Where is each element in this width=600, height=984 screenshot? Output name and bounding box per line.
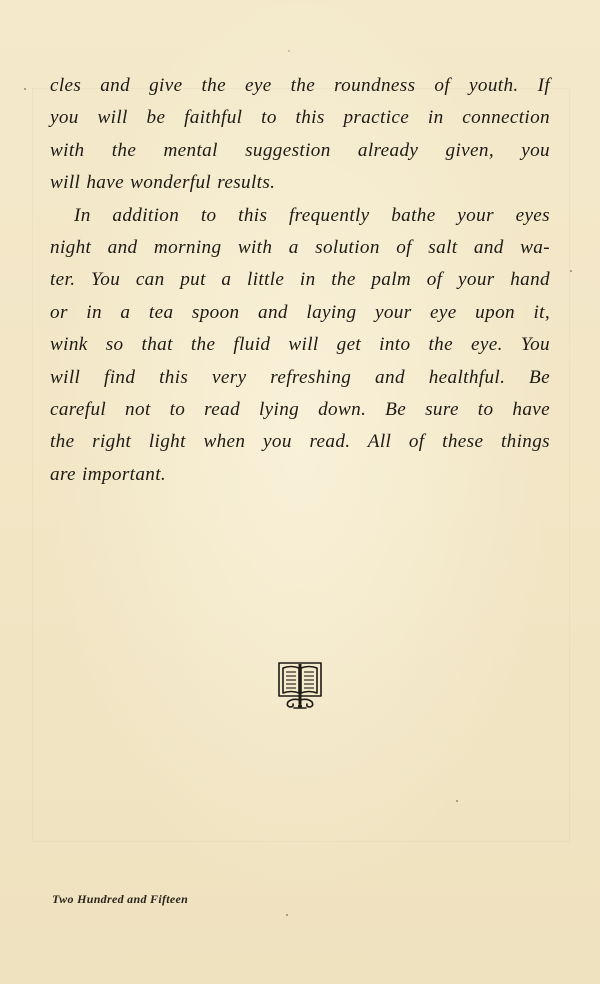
text-line: you will be faithful to this practice in connection bbox=[50, 107, 550, 129]
text-line: with the mental suggestion already given, you bbox=[50, 139, 550, 161]
text-line: will find this very refreshing and healthful. Be bbox=[50, 366, 550, 388]
text-line: wink so that the fluid will get into the eye. You bbox=[50, 334, 550, 356]
text-line: are important. bbox=[50, 463, 167, 485]
paper-speck bbox=[24, 88, 26, 90]
text-line: careful not to read lying down. Be sure to have bbox=[50, 399, 550, 421]
text-line: night and morning with a solution of salt and wa- bbox=[50, 237, 550, 259]
text-line: or in a tea spoon and laying your eye upon it, bbox=[50, 301, 550, 323]
open-book-ornament-icon bbox=[276, 660, 324, 712]
text-line: will have wonderful results. bbox=[50, 172, 276, 194]
page-number-footer: Two Hundred and Fifteen bbox=[52, 892, 189, 906]
paper-speck bbox=[286, 914, 288, 916]
paper-speck bbox=[288, 50, 290, 52]
text-line: In addition to this frequently bathe your eyes bbox=[74, 204, 550, 226]
text-line: the right light when you read. All of these things bbox=[50, 431, 550, 453]
text-line: ter. You can put a little in the palm of your hand bbox=[50, 269, 550, 291]
text-line: cles and give the eye the roundness of youth. If bbox=[50, 75, 550, 96]
page-body-text bbox=[50, 70, 550, 491]
paper-speck bbox=[456, 800, 458, 802]
paper-speck bbox=[570, 270, 572, 272]
